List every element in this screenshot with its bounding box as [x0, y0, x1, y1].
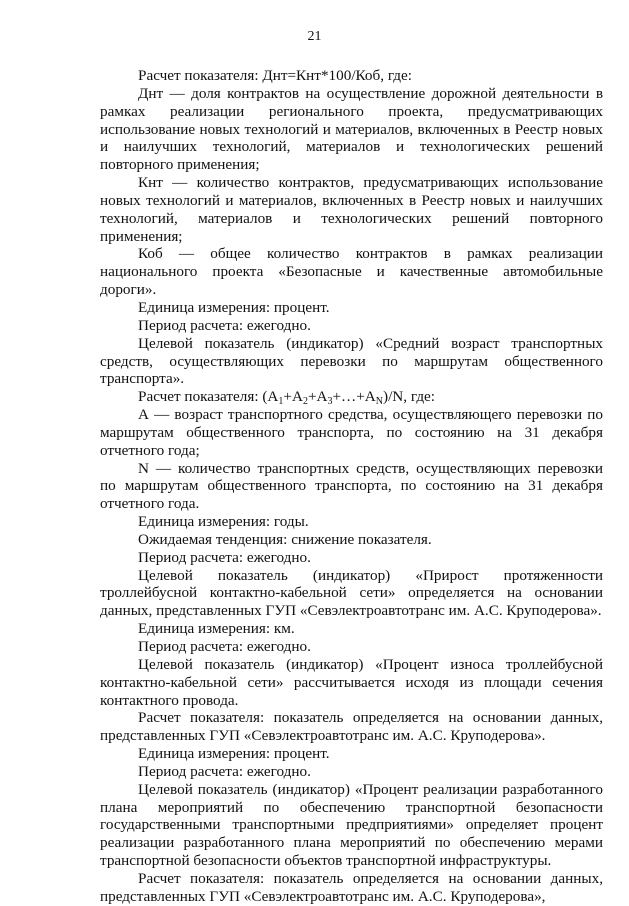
- calculation-paragraph: Расчет показателя: показатель определяется на основании данных, представленных ГУП «Севэлектроавтотранс им. А.С. Круподерова»,: [100, 869, 603, 905]
- definition-dnt: Днт — доля контрактов на осуществление дорожной деятельности в рамках реализации регионального проекта, предусматривающих использование новых технологий и материалов, включенных в Реестр новых и наилучших технологий, материалов и технологических решений повторного применения;: [100, 84, 603, 174]
- period-paragraph: Период расчета: ежегодно.: [138, 316, 311, 334]
- page-number: 21: [307, 29, 322, 44]
- formula-part: +A: [307, 388, 328, 406]
- indicator-network-wear: Целевой показатель (индикатор) «Процент износа троллейбусной контактно-кабельной сети» рассчитывается исходя из площади сечения контактного провода.: [100, 655, 603, 709]
- unit-paragraph: Единица измерения: процент.: [138, 745, 330, 763]
- formula-subscript: 2: [302, 396, 308, 408]
- period-paragraph: Период расчета: ежегодно.: [138, 638, 311, 655]
- formula-part: +…+A: [332, 388, 376, 406]
- unit-paragraph: Единица измерения: км.: [138, 620, 295, 638]
- definition-n: N — количество транспортных средств, осуществляющих перевозки по маршрутам общественного транспорта, по состоянию на 31 декабря отчетного года.: [100, 459, 603, 513]
- formula-paragraph: Расчет показателя: Днт=Кнт*100/Коб, где:: [138, 67, 412, 84]
- definition-knt: Кнт — количество контрактов, предусматривающих использование новых технологий и материалов, включенных в Реестр новых и наилучших технологий, материалов и технологических решений повторного применения;: [100, 174, 603, 245]
- trend-paragraph: Ожидаемая тенденция: снижение показателя.: [138, 530, 432, 548]
- formula-prefix: Расчет показателя: (A: [138, 388, 279, 406]
- indicator-network-growth: Целевой показатель (индикатор) «Прирост протяженности троллейбусной контактно-кабельной сети» определяется на основании данных, представленных ГУП «Севэлектроавтотранс им. А.С. Круподерова».: [100, 566, 603, 620]
- formula-subscript: 3: [327, 396, 333, 408]
- definition-kob: Коб — общее количество контрактов в рамках реализации национального проекта «Безопасные и качественные автомобильные дороги».: [100, 245, 603, 299]
- formula-subscript: 1: [278, 396, 284, 408]
- definition-a: А — возраст транспортного средства, осуществляющего перевозки по маршрутам общественного транспорта, по состоянию на 31 декабря отчетного года;: [100, 406, 603, 459]
- formula-subscript: N: [375, 396, 384, 408]
- formula-part: +A: [283, 388, 303, 406]
- document-body: [100, 67, 603, 906]
- unit-paragraph: Единица измерения: годы.: [138, 513, 309, 531]
- period-paragraph: Период расчета: ежегодно.: [138, 762, 311, 780]
- indicator-security-plan: Целевой показатель (индикатор) «Процент реализации разработанного плана мероприятий по обеспечению транспортной безопасности государственными транспортными предприятиями» определяет процент реализации разработанного плана мероприятий по обеспечению мерами транспортной безопасности объектов транспортной инфраструктуры.: [100, 780, 603, 870]
- indicator-vehicle-age: Целевой показатель (индикатор) «Средний возраст транспортных средств, осуществляющих перевозки по маршрутам общественного транспорта».: [100, 334, 603, 388]
- period-paragraph: Период расчета: ежегодно.: [138, 548, 311, 566]
- formula-vehicle-age: [100, 388, 603, 406]
- formula-suffix: )/N, где:: [383, 388, 436, 406]
- unit-paragraph: Единица измерения: процент.: [138, 298, 330, 316]
- calculation-paragraph: Расчет показателя: показатель определяется на основании данных, представленных ГУП «Севэлектроавтотранс им. А.С. Круподерова».: [100, 709, 603, 745]
